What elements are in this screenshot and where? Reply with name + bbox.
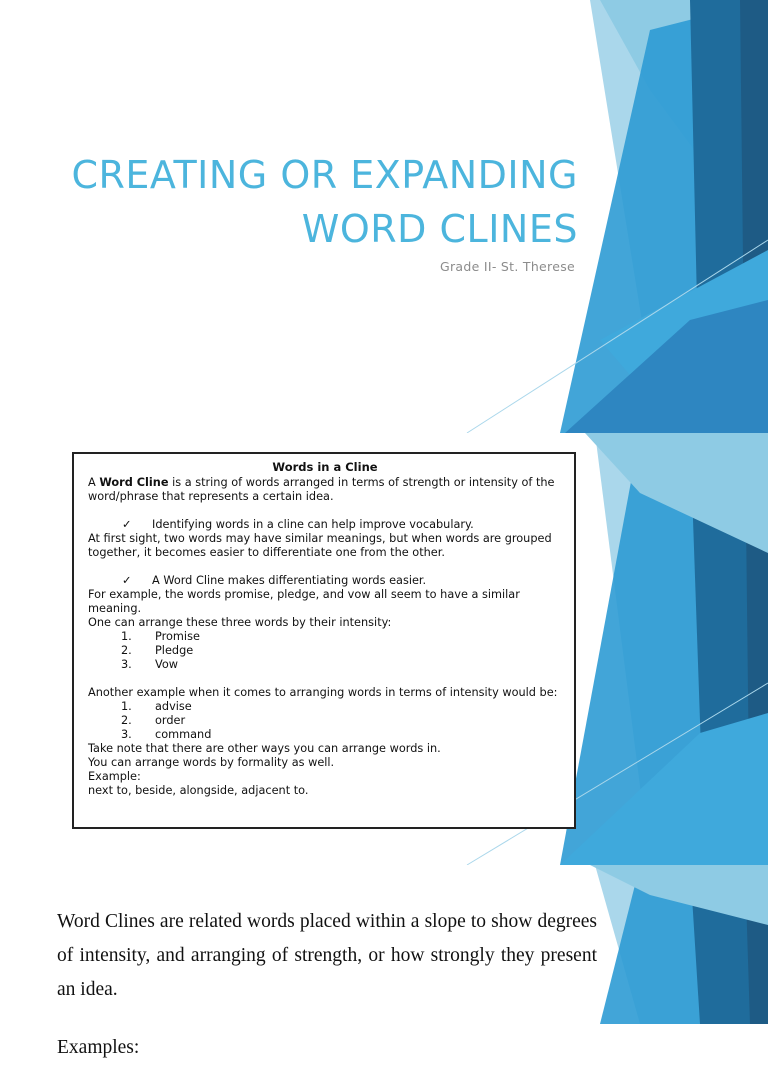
example-label: Example:	[88, 770, 141, 783]
note-2: You can arrange words by formality as well.	[88, 756, 335, 769]
check-icon: ✓	[122, 574, 132, 587]
point-2-text: For example, the words promise, pledge, and vow all seem to have a similar meaning.	[88, 588, 520, 615]
explanation-text	[57, 905, 597, 1065]
another-example-text: Another example when it comes to arranging words in terms of intensity would be:	[88, 686, 558, 699]
list-item: 1. advise	[121, 700, 192, 713]
examples-label: Examples:	[57, 1037, 140, 1058]
title-slide	[0, 0, 768, 433]
list-item: 3. command	[121, 728, 212, 741]
example-text: next to, beside, alongside, adjacent to.	[88, 784, 309, 797]
intro-paragraph: A Word Cline is a string of words arranged in terms of strength or intensity of the word/phrase that represents a certain idea.	[88, 476, 555, 503]
check-icon: ✓	[122, 518, 132, 531]
list-item: 2. Pledge	[121, 644, 194, 657]
check-point-1: ✓ Identifying words in a cline can help improve vocabulary.	[122, 518, 474, 531]
title-line-2: WORD CLINES	[301, 207, 578, 251]
definition-slide	[0, 433, 768, 865]
title-line-1: CREATING OR EXPANDING	[71, 153, 578, 197]
word-cline-info-box	[72, 452, 576, 829]
arrange-text: One can arrange these three words by their intensity:	[88, 616, 392, 629]
box-heading: Words in a Cline	[272, 460, 378, 474]
list-item: 3. Vow	[121, 658, 179, 671]
slide-subtitle: Grade II- St. Therese	[439, 259, 575, 274]
explanation-slide	[0, 865, 768, 1058]
check-point-2: ✓ A Word Cline makes differentiating words easier.	[122, 574, 427, 587]
point-1-text: At first sight, two words may have similar meanings, but when words are grouped together, it becomes easier to differentiate one from the other.	[88, 532, 552, 559]
list-item: 2. order	[121, 714, 186, 727]
list-item: 1. Promise	[121, 630, 200, 643]
slide-title	[18, 148, 578, 256]
note-1: Take note that there are other ways you can arrange words in.	[88, 742, 441, 755]
explanation-paragraph: Word Clines are related words placed within a slope to show degrees of intensity, and arranging of strength, or how strongly they present an idea.	[57, 911, 597, 1000]
